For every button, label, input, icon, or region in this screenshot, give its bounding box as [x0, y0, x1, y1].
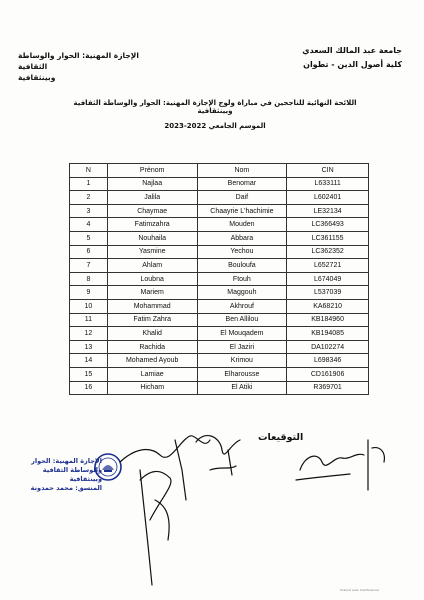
stamp-line: والوساطة الثقافية وبينثقافية: [42, 466, 102, 483]
cell-cin: L633111: [287, 177, 369, 191]
cell-prenom: Najlaa: [107, 177, 197, 191]
cell-cin: KB194085: [287, 327, 369, 341]
cell-prenom: Rachida: [107, 340, 197, 354]
cell-prenom: Mariem: [107, 286, 197, 300]
cell-number: 5: [70, 231, 108, 245]
cell-number: 13: [70, 340, 108, 354]
cell-prenom: Nouhaila: [107, 231, 197, 245]
column-header-n: N: [70, 164, 108, 178]
cell-nom: El Mouqadem: [197, 327, 287, 341]
cell-prenom: Mohammad: [107, 299, 197, 313]
cell-number: 8: [70, 272, 108, 286]
cell-cin: KB184960: [287, 313, 369, 327]
cell-number: 7: [70, 259, 108, 273]
program-name: الإجازة المهنية: الحوار والوساطة الثقافية: [18, 51, 139, 71]
cell-number: 10: [70, 299, 108, 313]
cell-number: 15: [70, 367, 108, 381]
cell-cin: LC366493: [287, 218, 369, 232]
scanner-footer: Scanné avec CamScanner: [340, 588, 380, 592]
column-header-prenom: Prénom: [107, 164, 197, 178]
cell-prenom: Fatim Zahra: [107, 313, 197, 327]
cell-cin: L537039: [287, 286, 369, 300]
cell-number: 3: [70, 204, 108, 218]
cell-nom: Bouloufa: [197, 259, 287, 273]
cell-number: 14: [70, 354, 108, 368]
column-header-nom: Nom: [197, 164, 287, 178]
stamp-line: الإجازة المهنية: الحوار: [31, 457, 102, 465]
university-name: جامعة عبد المالك السعدي: [302, 46, 402, 55]
cell-nom: Akhrouf: [197, 299, 287, 313]
cell-prenom: Jalila: [107, 191, 197, 205]
faculty-name: كلية أصول الدين - تطوان: [303, 60, 402, 69]
cell-number: 6: [70, 245, 108, 259]
cell-prenom: Loubna: [107, 272, 197, 286]
cell-cin: LE32134: [287, 204, 369, 218]
cell-prenom: Lamiae: [107, 367, 197, 381]
cell-nom: Ben Allilou: [197, 313, 287, 327]
stamp-line: المنسق: محمد حمدونة: [30, 484, 102, 492]
cell-nom: Abbara: [197, 231, 287, 245]
cell-nom: Chaayrie L'hachimie: [197, 204, 287, 218]
program-name-cont: وبينثقافية: [18, 73, 56, 82]
cell-nom: Maggouh: [197, 286, 287, 300]
signature-right: [296, 440, 384, 490]
signatures-title: التوقيعات: [258, 432, 304, 443]
signature-left: [120, 436, 240, 585]
cell-cin: R369701: [287, 381, 369, 395]
cell-prenom: Chaymae: [107, 204, 197, 218]
cell-number: 9: [70, 286, 108, 300]
cell-prenom: Yasmine: [107, 245, 197, 259]
cell-cin: LC362352: [287, 245, 369, 259]
cell-cin: LC361155: [287, 231, 369, 245]
cell-cin: L674049: [287, 272, 369, 286]
cell-nom: El Jaziri: [197, 340, 287, 354]
cell-prenom: Fatimzahra: [107, 218, 197, 232]
cell-cin: DA102274: [287, 340, 369, 354]
cell-nom: Mouden: [197, 218, 287, 232]
cell-prenom: Khalid: [107, 327, 197, 341]
cell-cin: CD161906: [287, 367, 369, 381]
cell-cin: L652721: [287, 259, 369, 273]
cell-number: 4: [70, 218, 108, 232]
cell-prenom: Mohamed Ayoub: [107, 354, 197, 368]
cell-cin: KA68210: [287, 299, 369, 313]
cell-nom: Daif: [197, 191, 287, 205]
cell-prenom: Ahlam: [107, 259, 197, 273]
cell-nom: Yechou: [197, 245, 287, 259]
academic-season: الموسم الجامعي 2022-2023: [164, 122, 266, 130]
cell-cin: L602401: [287, 191, 369, 205]
cell-nom: Elharousse: [197, 367, 287, 381]
cell-number: 2: [70, 191, 108, 205]
cell-nom: Benomar: [197, 177, 287, 191]
cell-number: 12: [70, 327, 108, 341]
cell-number: 11: [70, 313, 108, 327]
cell-number: 1: [70, 177, 108, 191]
cell-cin: L698346: [287, 354, 369, 368]
cell-nom: El Atiki: [197, 381, 287, 395]
cell-nom: Ftouh: [197, 272, 287, 286]
cell-nom: Krimou: [197, 354, 287, 368]
cell-number: 16: [70, 381, 108, 395]
cell-prenom: Hicham: [107, 381, 197, 395]
column-header-cin: CIN: [287, 164, 369, 178]
document-title: اللائحة النهائية للناجحين في مباراة ولوج الإجازة المهنية: الحوار والوساطة الثقافية وبينثقافية: [73, 99, 357, 115]
